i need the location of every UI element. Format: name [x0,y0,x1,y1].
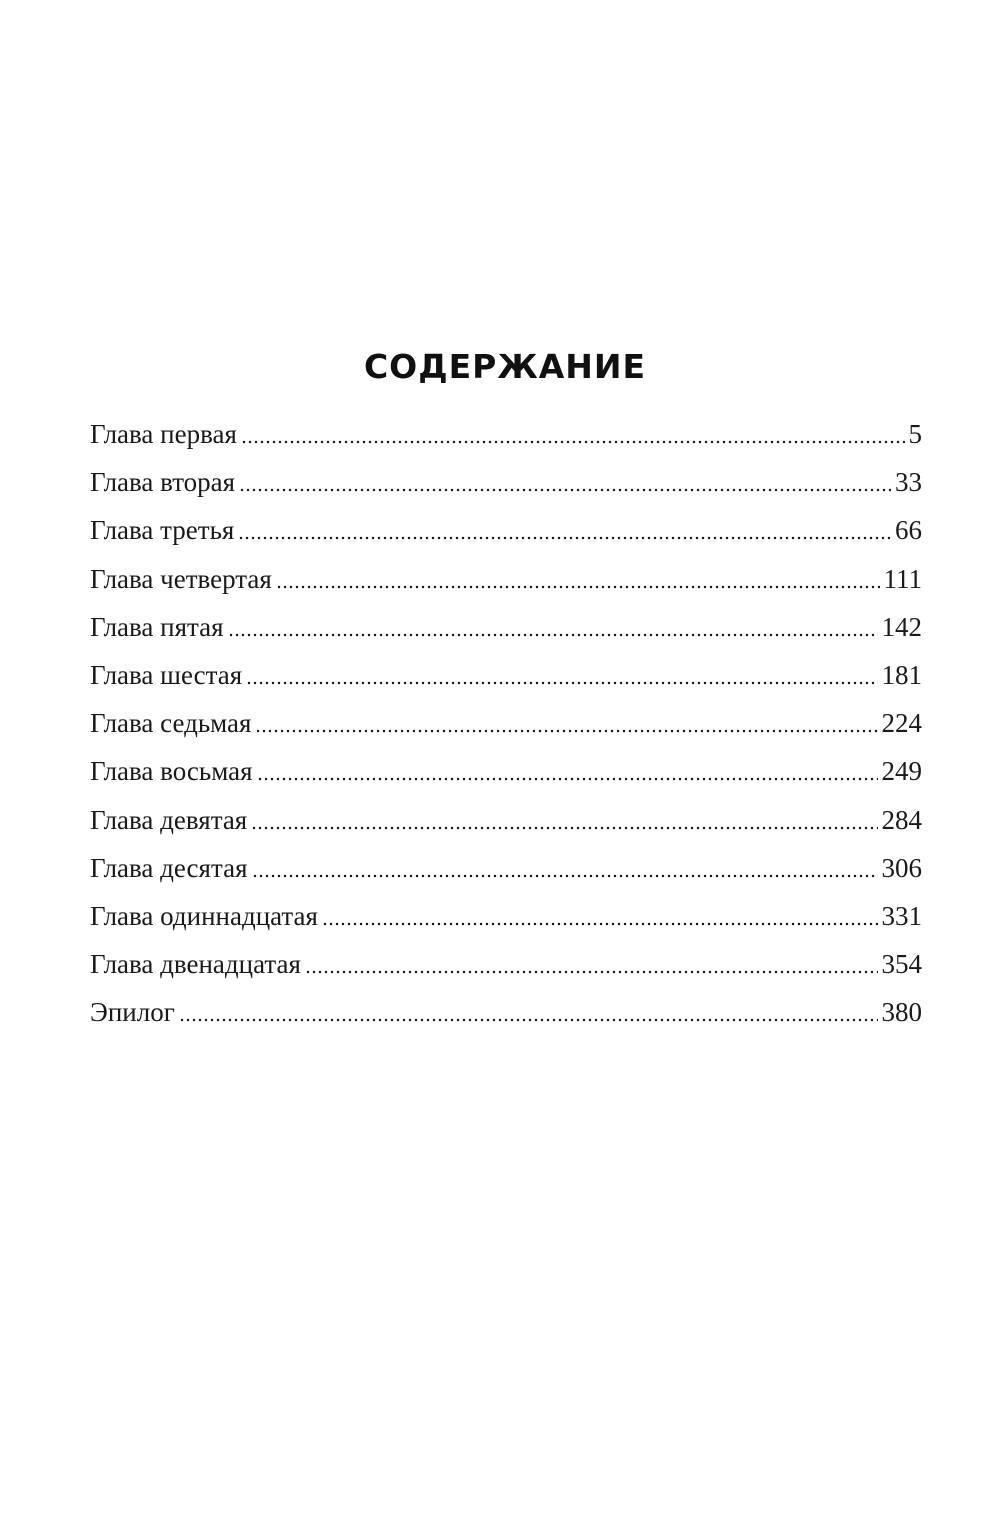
dot-leader [305,969,878,975]
toc-entry-page: 66 [895,515,922,546]
toc-entry-label: Глава шестая [90,660,243,691]
toc-entry-label: Глава третья [90,515,235,546]
toc-entry-label: Глава первая [90,419,237,450]
toc-entry-page: 33 [895,467,922,498]
toc-entry[interactable] [90,988,922,1036]
toc-entry-label: Глава одиннадцатая [90,900,318,931]
toc-entry[interactable] [90,603,922,651]
toc-entry-page: 249 [881,756,922,787]
toc-title: СОДЕРЖАНИЕ [363,347,647,386]
dot-leader [252,873,878,879]
dot-leader [276,584,880,590]
toc-entry[interactable] [90,699,922,747]
toc-entry-label: Глава восьмая [90,756,253,787]
toc-entry[interactable] [90,796,922,844]
dot-leader [228,632,878,638]
toc-entry[interactable] [90,555,922,603]
toc-entry[interactable] [90,506,922,554]
dot-leader [241,439,905,445]
toc-list [90,410,922,1036]
toc-entry-page: 306 [881,852,922,883]
toc-entry[interactable] [90,892,922,940]
dot-leader [179,1017,878,1023]
toc-entry[interactable] [90,844,922,892]
toc-entry[interactable] [90,410,922,458]
toc-entry-label: Глава двенадцатая [90,949,301,980]
dot-leader [246,680,877,686]
toc-entry-label: Глава седьмая [90,708,252,739]
toc-entry-page: 284 [881,804,922,835]
toc-entry[interactable] [90,651,922,699]
toc-entry-page: 354 [881,949,922,980]
toc-entry-page: 224 [881,708,922,739]
toc-entry-label: Глава пятая [90,611,224,642]
toc-entry-label: Глава девятая [90,804,248,835]
dot-leader [257,776,878,782]
dot-leader [239,487,891,493]
dot-leader [251,825,877,831]
toc-entry-page: 181 [881,660,922,691]
dot-leader [238,535,891,541]
dot-leader [322,921,878,927]
toc-entry-page: 380 [881,997,922,1028]
toc-entry-page: 111 [883,563,922,594]
toc-entry-label: Глава четвертая [90,563,272,594]
toc-entry-label: Эпилог [90,997,175,1028]
toc-entry-page: 142 [881,611,922,642]
toc-entry[interactable] [90,940,922,988]
toc-entry-label: Глава десятая [90,852,248,883]
dot-leader [255,728,877,734]
toc-entry[interactable] [90,747,922,795]
toc-entry-page: 5 [908,419,922,450]
toc-entry[interactable] [90,458,922,506]
toc-entry-page: 331 [881,900,922,931]
toc-entry-label: Глава вторая [90,467,236,498]
